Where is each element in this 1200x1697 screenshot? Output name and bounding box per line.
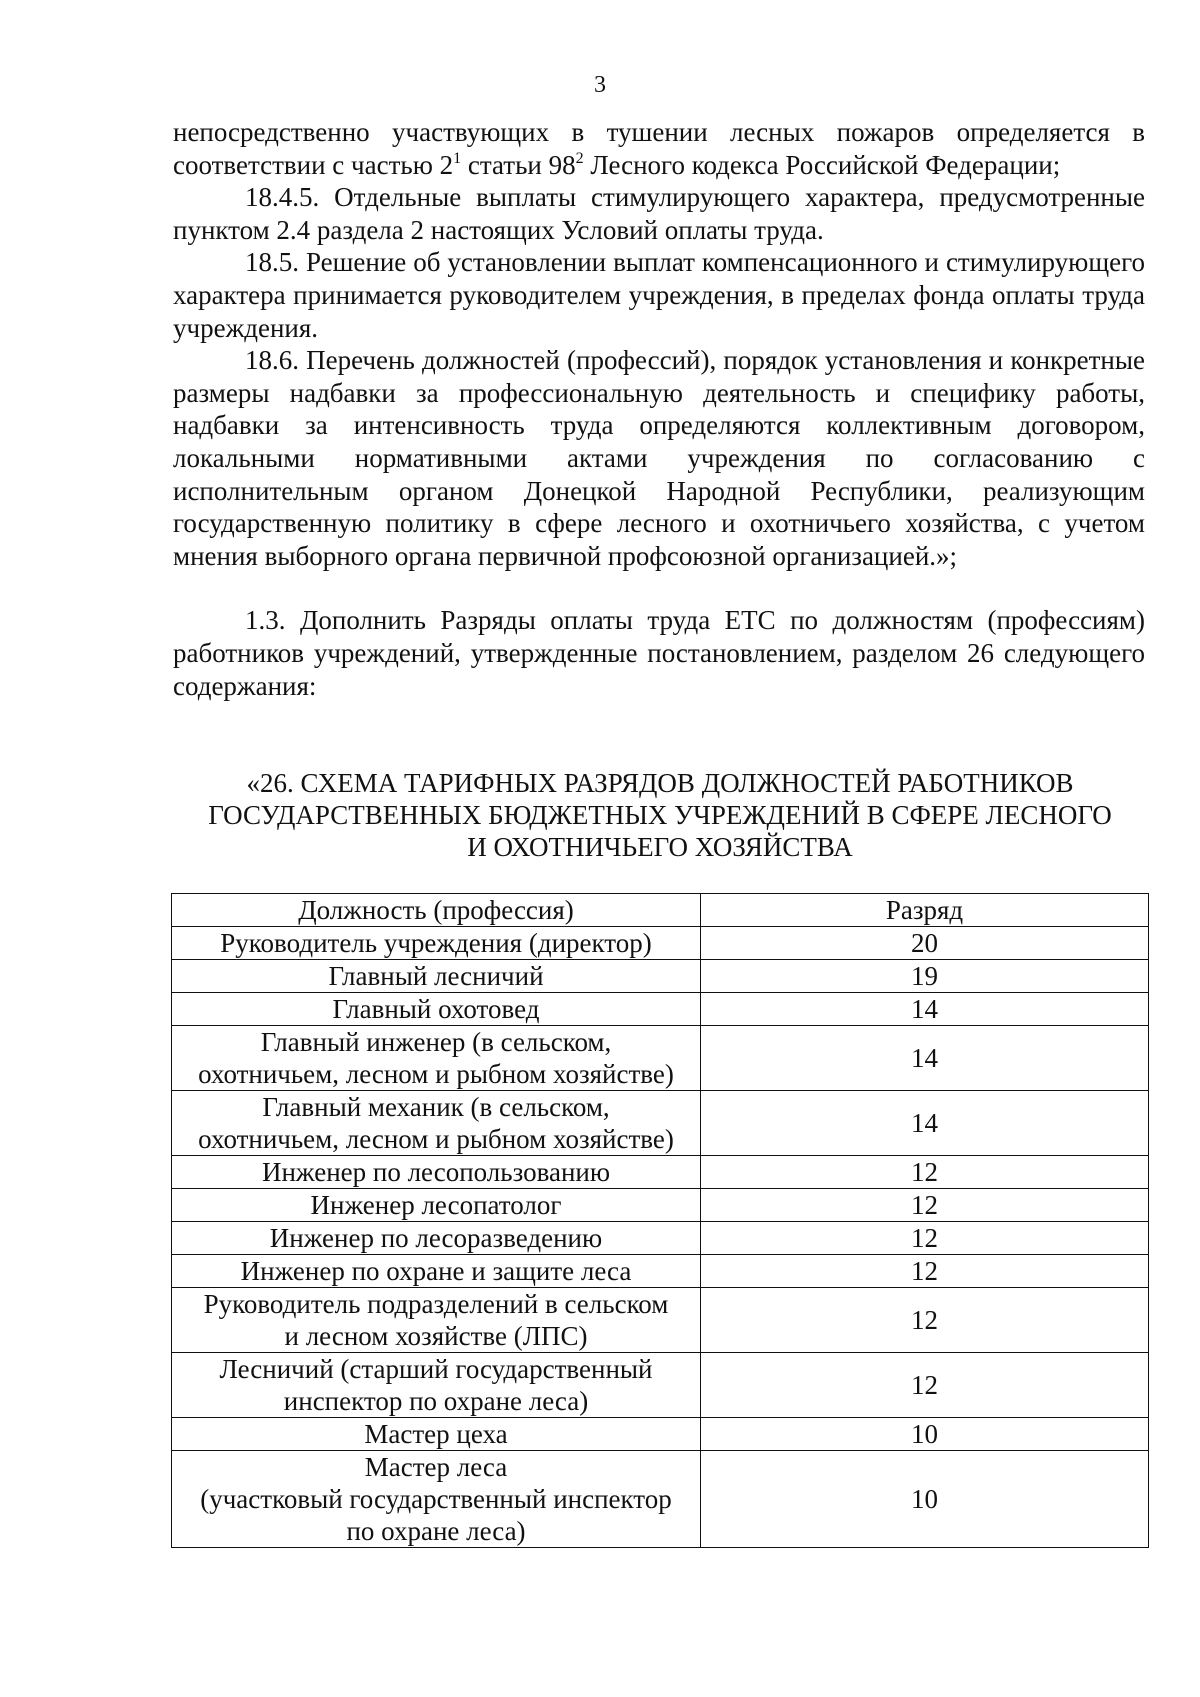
position-cell xyxy=(172,960,701,993)
position-text: Главный механик (в сельском, xyxy=(262,1092,610,1122)
page-number: 3 xyxy=(594,72,606,98)
position-cell xyxy=(172,1353,701,1418)
position-text: Лесничий (старший государственный xyxy=(219,1354,653,1384)
position-cell xyxy=(172,993,701,1026)
table-row xyxy=(172,1189,1149,1222)
paragraph-18-6: 18.6. Перечень должностей (профессий), порядок установления и конкретные размеры надбавки за профессиональную деятельность и специфику работы, надбавки за интенсивность труда определяются коллективным договором, локальными нормативными актами учреждения по согласованию с исполнительным органом Донецкой Народной Республики, реализующим государственную политику в сфере лесного и охотничьего хозяйства, с учетом мнения выборного органа первичной профсоюзной организацией.»; xyxy=(173,345,1145,571)
grade-cell: 12 xyxy=(701,1288,1149,1353)
position-text: Мастер цеха xyxy=(364,1419,508,1449)
table-row xyxy=(172,927,1149,960)
grade-cell: 12 xyxy=(701,1353,1149,1418)
table-row xyxy=(172,1026,1149,1091)
paragraph-1-part-b: статьи 98 xyxy=(461,149,576,180)
header-position: Должность (профессия) xyxy=(172,894,701,927)
superscript-2: 2 xyxy=(575,149,584,167)
schema-title-line-1: «26. СХЕМА ТАРИФНЫХ РАЗРЯДОВ ДОЛЖНОСТЕЙ РАБОТНИКОВ xyxy=(246,768,1074,798)
table-row xyxy=(172,1156,1149,1189)
grade-cell: 19 xyxy=(701,960,1149,993)
grade-table xyxy=(171,893,1149,1548)
table-row xyxy=(172,993,1149,1026)
position-text: Главный лесничий xyxy=(328,961,544,991)
position-text: Инженер по лесопользованию xyxy=(261,1157,611,1187)
position-text: (участковый государственный инспектор xyxy=(200,1484,672,1514)
position-cell xyxy=(172,1091,701,1156)
grade-cell: 14 xyxy=(701,993,1149,1026)
position-cell xyxy=(172,1451,701,1548)
superscript-1: 1 xyxy=(453,149,462,167)
position-cell xyxy=(172,1156,701,1189)
table-row xyxy=(172,1091,1149,1156)
position-cell xyxy=(172,927,701,960)
grade-cell: 14 xyxy=(701,1026,1149,1091)
table-body xyxy=(172,927,1149,1548)
table-row xyxy=(172,1288,1149,1353)
position-text: Главный охотовед xyxy=(332,994,540,1024)
paragraph-1-3: 1.3. Дополнить Разряды оплаты труда ЕТС по должностям (профессиям) работников учреждений, утвержденные постановлением, разделом 26 следующего содержания: xyxy=(173,605,1145,701)
table-row xyxy=(172,1451,1149,1548)
position-text: Руководитель учреждения (директор) xyxy=(220,928,652,958)
schema-title-line-3: И ОХОТНИЧЬЕГО ХОЗЯЙСТВА xyxy=(467,832,853,862)
position-text: Главный инженер (в сельском, xyxy=(260,1027,612,1057)
position-text: Инженер по лесоразведению xyxy=(269,1223,603,1253)
grade-cell: 12 xyxy=(701,1222,1149,1255)
position-text: Инженер по охране и защите леса xyxy=(240,1256,632,1286)
position-cell xyxy=(172,1222,701,1255)
grade-cell: 10 xyxy=(701,1451,1149,1548)
grade-cell: 20 xyxy=(701,927,1149,960)
position-cell xyxy=(172,1189,701,1222)
paragraph-1-part-c: Лесного кодекса Российской Федерации; xyxy=(583,149,1061,180)
table-row xyxy=(172,1418,1149,1451)
schema-title-line-2: ГОСУДАРСТВЕННЫХ БЮДЖЕТНЫХ УЧРЕЖДЕНИЙ В СФЕРЕ ЛЕСНОГО xyxy=(208,800,1112,830)
position-cell xyxy=(172,1418,701,1451)
position-text: охотничьем, лесном и рыбном хозяйстве) xyxy=(198,1059,674,1089)
position-text: Мастер леса xyxy=(364,1452,508,1482)
table-row xyxy=(172,1255,1149,1288)
paragraph-18-5: 18.5. Решение об установлении выплат компенсационного и стимулирующего характера принимается руководителем учреждения, в пределах фонда оплаты труда учреждения. xyxy=(173,247,1145,343)
schema-title xyxy=(160,767,1160,863)
grade-cell: 14 xyxy=(701,1091,1149,1156)
table-row xyxy=(172,1222,1149,1255)
position-text: Инженер лесопатолог xyxy=(310,1190,562,1220)
table-header-row xyxy=(172,894,1149,927)
grade-cell: 12 xyxy=(701,1156,1149,1189)
body-text xyxy=(173,116,1145,702)
grade-cell: 12 xyxy=(701,1255,1149,1288)
paragraph-18-4-5: 18.4.5. Отдельные выплаты стимулирующего характера, предусмотренные пунктом 2.4 раздела 2 настоящих Условий оплаты труда. xyxy=(173,182,1145,245)
position-text: охотничьем, лесном и рыбном хозяйстве) xyxy=(198,1124,674,1154)
position-text: инспектор по охране леса) xyxy=(283,1386,589,1416)
position-text: по охране леса) xyxy=(346,1516,526,1546)
grade-cell: 12 xyxy=(701,1189,1149,1222)
paragraph-1-part-a: непосредственно участвующих в тушении лесных пожаров определяется в соответствии с частью 2 xyxy=(173,117,1145,180)
grade-cell: 10 xyxy=(701,1418,1149,1451)
position-text: Руководитель подразделений в сельском xyxy=(203,1289,669,1319)
position-text: и лесном хозяйстве (ЛПС) xyxy=(284,1321,588,1351)
paragraph-1 xyxy=(173,116,1145,181)
position-cell xyxy=(172,1288,701,1353)
table-row xyxy=(172,1353,1149,1418)
header-grade: Разряд xyxy=(701,894,1149,927)
table-row xyxy=(172,960,1149,993)
position-cell xyxy=(172,1026,701,1091)
position-cell xyxy=(172,1255,701,1288)
